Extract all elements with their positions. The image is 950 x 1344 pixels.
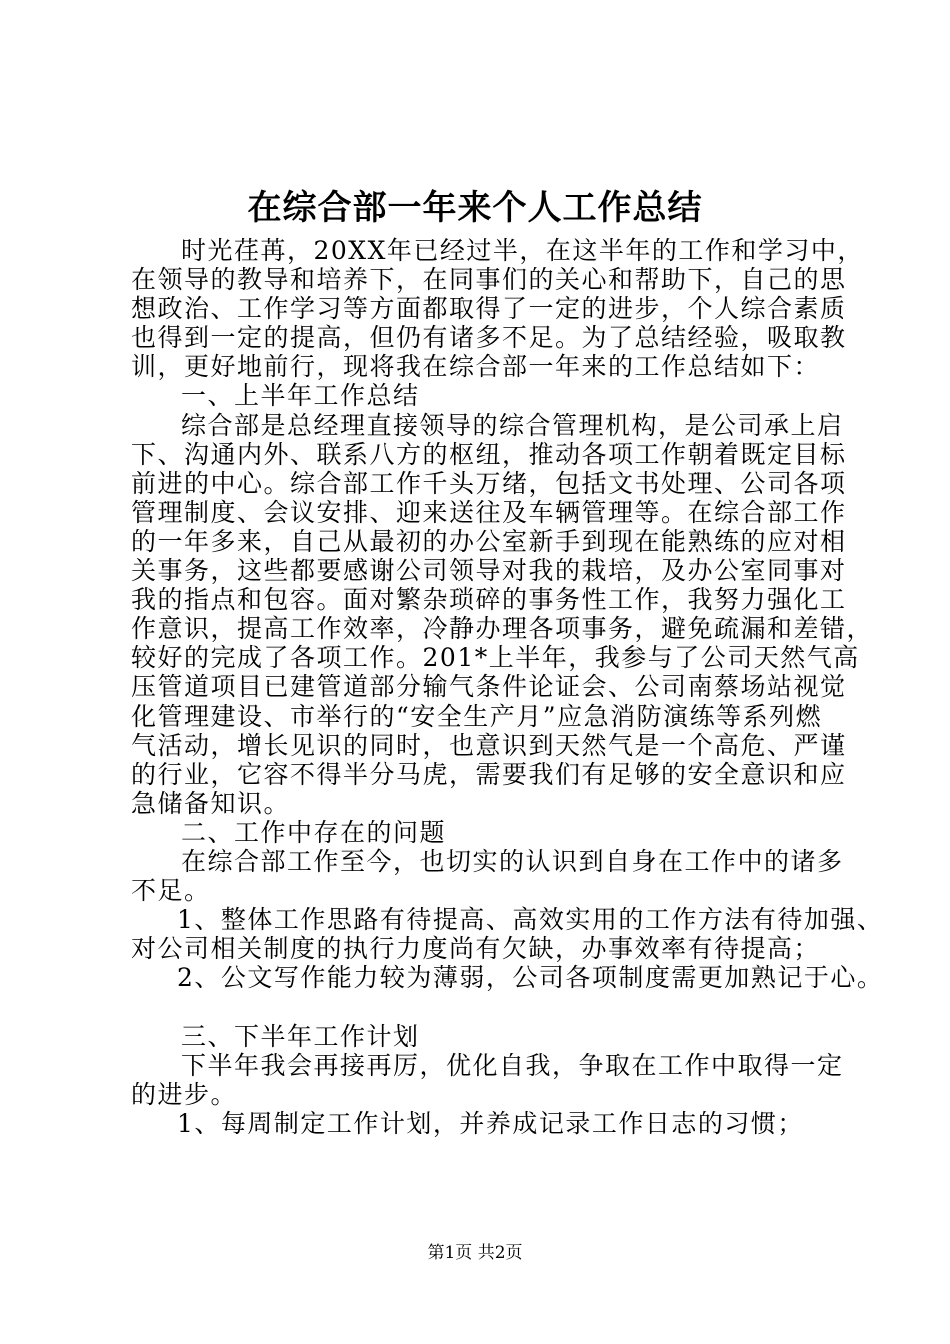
paragraph-line: 的一年多来，自己从最初的办公室新手到现在能熟练的应对相 bbox=[131, 526, 847, 556]
list-item: 1、每周制定工作计划，并养成记录工作日志的习惯； bbox=[177, 1108, 804, 1138]
paragraph-line: 我的指点和包容。面对繁杂琐碎的事务性工作，我努力强化工 bbox=[131, 585, 847, 615]
section-heading: 三、下半年工作计划 bbox=[181, 1021, 420, 1051]
paragraph-line: 想政治、工作学习等方面都取得了一定的进步，个人综合素质 bbox=[131, 294, 847, 324]
paragraph-line: 气活动，增长见识的同时，也意识到天然气是一个高危、严谨 bbox=[131, 730, 847, 760]
paragraph-line: 的进步。 bbox=[131, 1079, 238, 1109]
document-title: 在综合部一年来个人工作总结 bbox=[247, 188, 703, 228]
section-heading: 二、工作中存在的问题 bbox=[181, 817, 447, 847]
paragraph-line: 压管道项目已建管道部分输气条件论证会、公司南蔡场站视觉 bbox=[131, 672, 847, 702]
paragraph-line: 时光荏苒，20XX年已经过半，在这半年的工作和学习中， bbox=[181, 236, 864, 265]
list-item: 对公司相关制度的执行力度尚有欠缺，办事效率有待提高； bbox=[131, 934, 821, 964]
paragraph-line: 较好的完成了各项工作。201*上半年，我参与了公司天然气高 bbox=[131, 643, 860, 673]
paragraph-line: 管理制度、会议安排、迎来送往及车辆管理等。在综合部工作 bbox=[131, 497, 847, 527]
paragraph-line: 下、沟通内外、联系八方的枢纽，推动各项工作朝着既定目标 bbox=[131, 439, 847, 469]
paragraph-line: 前进的中心。综合部工作千头万绪，包括文书处理、公司各项 bbox=[131, 468, 847, 498]
paragraph-line: 急储备知识。 bbox=[131, 788, 291, 818]
paragraph-line: 的行业，它容不得半分马虎，需要我们有足够的安全意识和应 bbox=[131, 759, 847, 789]
paragraph-line: 在领导的教导和培养下，在同事们的关心和帮助下，自己的思 bbox=[131, 265, 847, 295]
paragraph-line: 在综合部工作至今，也切实的认识到自身在工作中的诸多 bbox=[181, 846, 844, 876]
paragraph-line: 不足。 bbox=[131, 876, 211, 906]
paragraph-line: 关事务，这些都要感谢公司领导对我的栽培，及办公室同事对 bbox=[131, 556, 847, 586]
blank-line bbox=[131, 992, 831, 1021]
list-item: 2、公文写作能力较为薄弱，公司各项制度需更加熟记于心。 bbox=[177, 963, 884, 993]
paragraph-line: 下半年我会再接再厉，优化自我，争取在工作中取得一定 bbox=[181, 1050, 844, 1080]
section-heading: 一、上半年工作总结 bbox=[181, 381, 420, 411]
paragraph-line: 训，更好地前行，现将我在综合部一年来的工作总结如下： bbox=[131, 352, 821, 382]
document-body bbox=[131, 236, 884, 1138]
list-item: 1、整体工作思路有待提高、高效实用的工作方法有待加强、 bbox=[177, 905, 884, 935]
paragraph-line: 化管理建设、市举行的“安全生产月”应急消防演练等系列燃 bbox=[131, 701, 823, 731]
page-number-footer: 第1页 共2页 bbox=[427, 1243, 523, 1263]
paragraph-line: 也得到一定的提高，但仍有诸多不足。为了总结经验，吸取教 bbox=[131, 323, 847, 353]
paragraph-line: 作意识，提高工作效率，冷静办理各项事务，避免疏漏和差错， bbox=[131, 614, 874, 644]
paragraph-line: 综合部是总经理直接领导的综合管理机构，是公司承上启 bbox=[181, 410, 844, 440]
